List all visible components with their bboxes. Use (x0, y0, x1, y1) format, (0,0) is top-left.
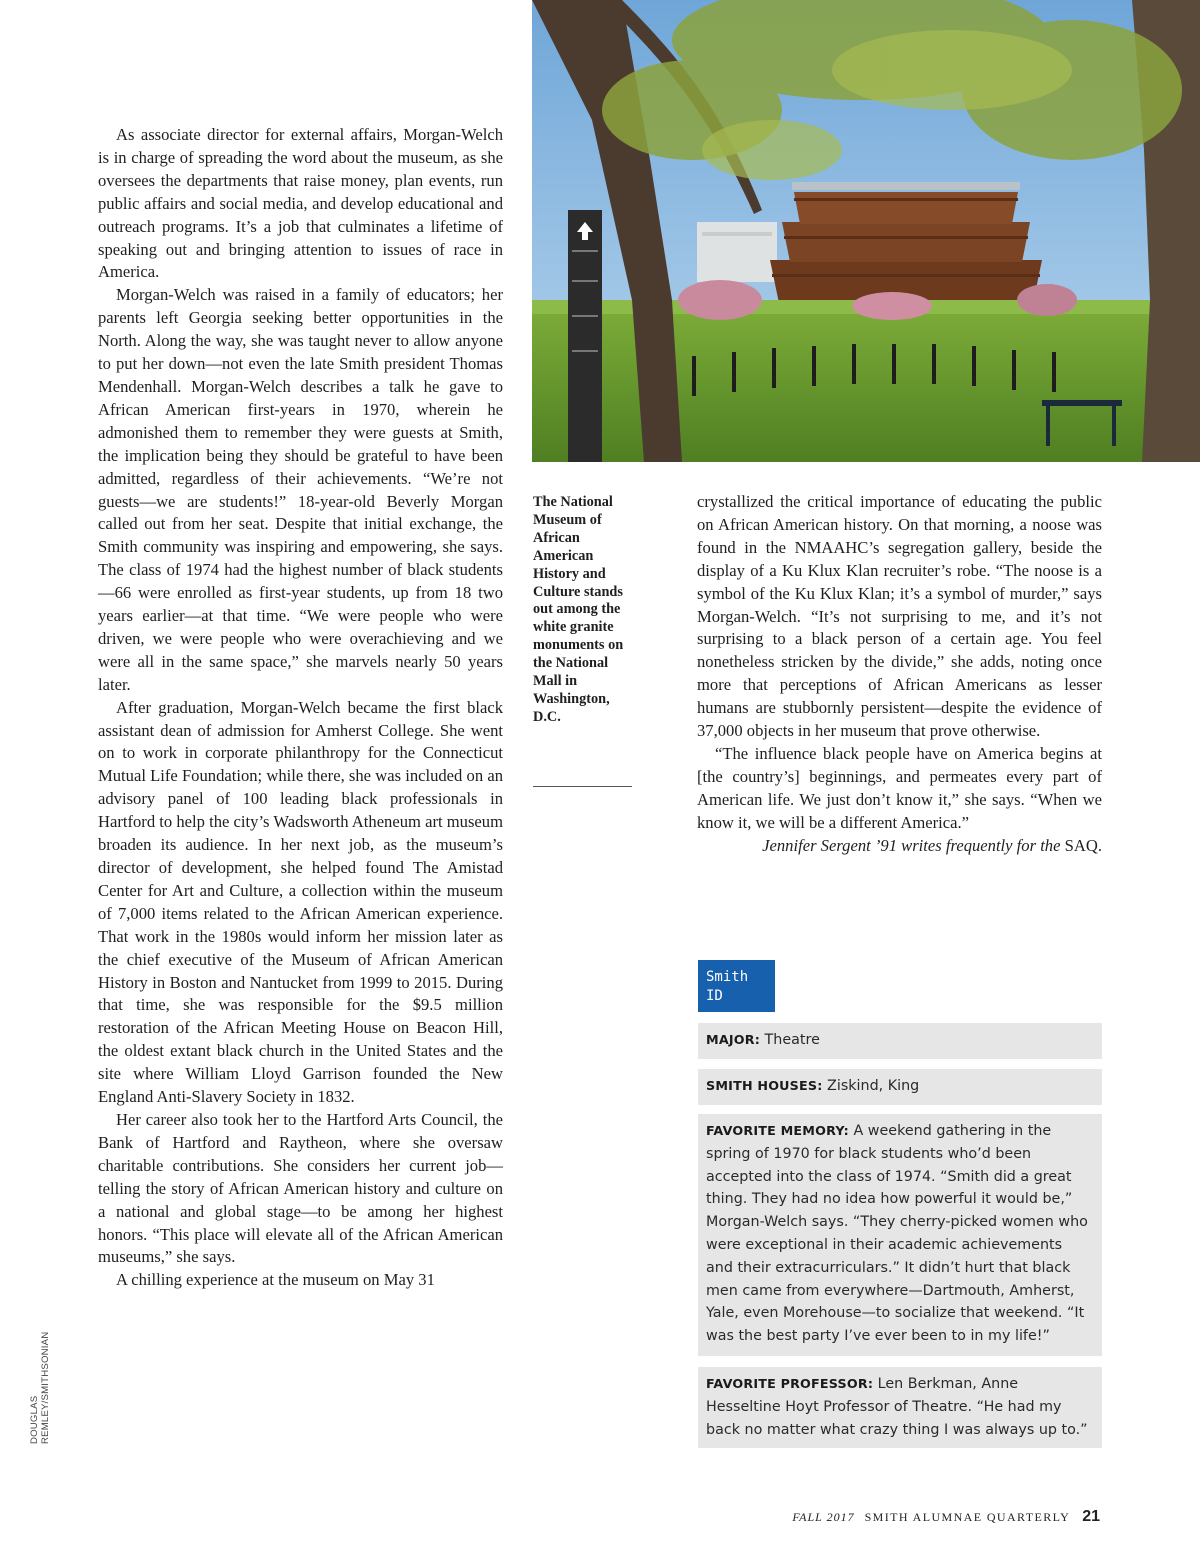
memory-label: FAVORITE MEMORY: (706, 1123, 849, 1138)
photo-caption: The National Museum of African American History and Culture stands out among the white granite monuments on the National Mall in Washington, D.C. (533, 494, 624, 725)
article-paragraph: As associate director for external affairs, Morgan-Welch is in charge of spreading the word about the museum, as she oversees the departments that raise money, plan events, run public affairs and social media, and develop educational and outreach programs. It’s a job that culminates a lifetime of speaking out and bringing attention to issues of race in America. (98, 125, 503, 282)
houses-value: Ziskind, King (827, 1078, 920, 1094)
smith-id-badge: Smith ID (698, 960, 775, 1012)
major-label: MAJOR: (706, 1032, 760, 1047)
author-credit (697, 835, 1102, 858)
footer-issue: FALL 2017 (792, 1510, 855, 1524)
article-paragraph: Her career also took her to the Hartford Arts Council, the Bank of Hartford and Raytheon, where she oversaw charitable contributions. She considers her current job—telling the story of African American history and culture on a national and global stage—to be among her highest honors. “This place will elevate all of the African American museums,” she says. (98, 1109, 503, 1267)
article-paragraph: crystallized the critical importance of educating the public on African American history. On that morning, a noose was found in the NMAAHC’s segregation gallery, beside the display of a Ku Klux Klan recruiter’s robe. “The noose is a symbol of the Ku Klux Klan; it’s a symbol of murder,” says Morgan-Welch. “It’s not surprising to me, and it’s not surprising to a black person of a certain age. You feel nonetheless stricken by the divide,” she adds, noting once more that perceptions of African Americans as lesser humans are stubbornly persistent—despite the evidence of 37,000 objects in her museum that prove otherwise. (697, 492, 1102, 741)
photo-credit: DOUGLAS REMLEY/SMITHSONIAN (29, 1331, 51, 1444)
houses-label: SMITH HOUSES: (706, 1078, 823, 1093)
memory-value: A weekend gathering in the spring of 1970 for black students who’d been accepted into the class of 1974. “Smith did a great thing. They had no idea how powerful it would be,” Morgan-Welch says. “They cherry-picked women who were exceptional in their academic achievements and their extracurriculars.” It didn’t hurt that black men came from everywhere—Dartmouth, Amherst, Yale, even Morehouse—to socialize that weekend. “It was the best party I’ve ever been to in my life!” (706, 1123, 1088, 1345)
museum-photo (532, 0, 1200, 462)
author-credit-text: Jennifer Sergent ’91 writes frequently for the (762, 835, 1061, 855)
article-paragraph: After graduation, Morgan-Welch became the first black assistant dean of admission for Amherst College. She went on to work in corporate philanthropy for the Connecticut Mutual Life Foundation; while there, she was included on an advisory panel of 100 leading black professionals in Hartford to help the city’s Wadsworth Atheneum art museum broaden its audience. In her next job, as the museum’s director of development, she helped found The Amistad Center for Art and Culture, a collection within the museum of 7,000 items related to the African American experience. That work in the 1980s would inform her mission later as the chief executive of the Museum of African American History in Boston and Nantucket from 1999 to 2015. During that time, she was responsible for the $9.5 million restoration of the African Meeting House on Beacon Hill, the oldest extant black church in the United States and the site where William Lloyd Garrison founded the New England Anti-Slavery Society in 1832. (98, 697, 503, 1107)
smith-id-favorite-memory (698, 1114, 1102, 1356)
smith-id-favorite-professor (698, 1367, 1102, 1448)
page-footer (792, 1508, 1100, 1526)
caption-divider (533, 786, 632, 787)
article-column-left (98, 124, 503, 1292)
smith-id-houses (698, 1069, 1102, 1105)
page-number: 21 (1082, 1508, 1100, 1525)
museum-photo-illustration (532, 0, 1200, 462)
article-paragraph: A chilling experience at the museum on May 31 (116, 1270, 435, 1290)
major-value: Theatre (764, 1032, 820, 1048)
professor-value: Len Berkman, Anne Hesseltine Hoyt Professor of Theatre. “He had my back no matter what crazy thing I was always up to.” (706, 1376, 1088, 1438)
article-column-right (697, 491, 1102, 858)
article-paragraph: Morgan-Welch was raised in a family of educators; her parents left Georgia seeking better opportunities in the North. Along the way, she was taught never to allow anyone to put her down—not even the late Smith president Thomas Mendenhall. Morgan-Welch describes a talk he gave to African American first-years in 1970, wherein he admonished them to remember they were guests at Smith, the implication being they should be grateful to have been admitted, regardless of their achievements. “We’re not guests—we are students!” 18-year-old Beverly Morgan called out from her seat. Despite that initial exchange, the Smith community was inspiring and empowering, she says. The class of 1974 had the highest number of black students—66 were enrolled as first-year students, up from 18 two years earlier—at that time. “We were people who were driven, we were people who were overachieving and we were all in the same space,” she marvels nearly 50 years later. (98, 285, 503, 694)
author-credit-publication: SAQ. (1064, 835, 1102, 855)
footer-magazine: SMITH ALUMNAE QUARTERLY (864, 1510, 1071, 1524)
article-paragraph: “The influence black people have on America begins at [the country’s] beginnings, and permeates every part of American life. We just don’t know it,” she says. “When we know it, we will be a different America.” (697, 743, 1102, 832)
professor-label: FAVORITE PROFESSOR: (706, 1376, 874, 1391)
smith-id-major (698, 1023, 1102, 1059)
